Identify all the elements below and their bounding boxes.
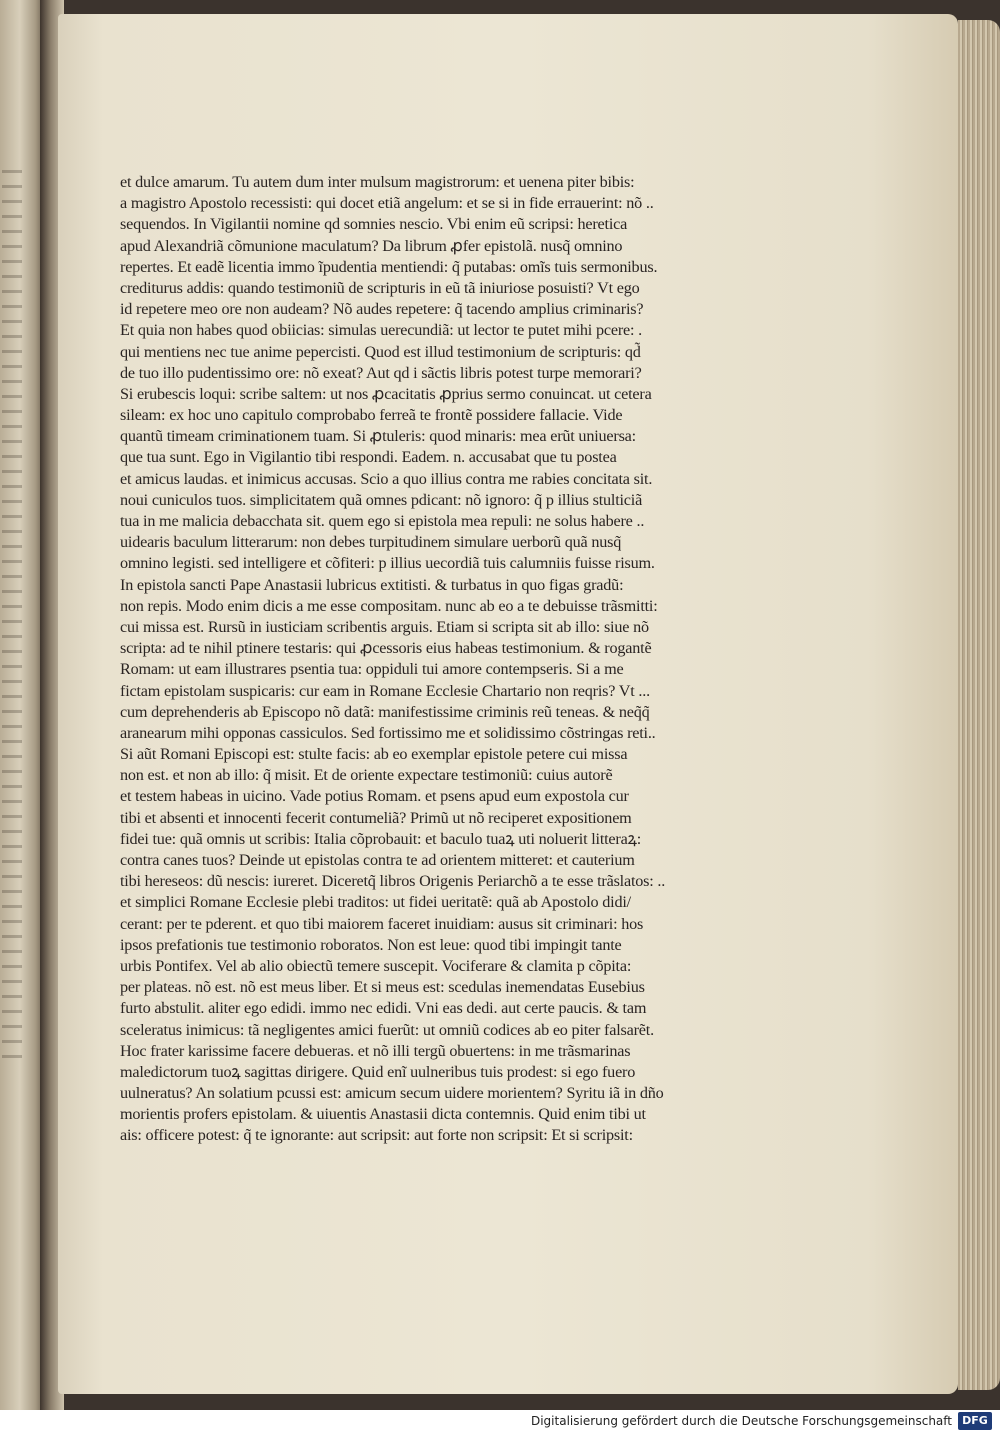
left-page-edge: [0, 0, 44, 1410]
text-line: noui cuniculos tuos. simplicitatem quã omnes pdicant: nõ ignoro: q̃ p illius stulticiã: [120, 490, 643, 509]
text-line: non est. et non ab illo: q̃ misit. Et de oriente expectare testimoniũ: cuius autorẽ: [120, 766, 613, 785]
text-line: Et quia non habes quod obiicias: simulas uerecundiã: ut lector te putet mihi pcere: .: [120, 321, 642, 340]
text-line: id repetere meo ore non audeam? Nõ audes repetere: q̃ tacendo amplius criminaris?: [120, 300, 644, 319]
left-page-text-fragment: [2, 170, 22, 1070]
text-line: et simplici Romane Ecclesie plebi traditos: ut fidei ueritatẽ: quã ab Apostolo didi/: [120, 893, 631, 912]
text-line: repertes. Et eadẽ licentia immo ĩpudentia mentiendi: q̃ putabas: omĩs tuis sermonibus.: [120, 257, 658, 276]
text-line: cum deprehenderis ab Episcopo nõ datã: manifestissime criminis reũ teneas. & neq̃q̃: [120, 702, 650, 721]
text-line: quantũ timeam criminationem tuam. Si ꝓtuleris: quod minaris: mea erũt uniuersa:: [120, 427, 636, 446]
text-line: Si erubescis loqui: scribe saltem: ut nos ꝓcacitatis ꝓprius sermo conuincat. ut cetera: [120, 384, 652, 403]
text-line: sceleratus inimicus: tã negligentes amici fuerũt: ut omniũ codices ab eo piter falsarẽt.: [120, 1020, 654, 1039]
text-line: de tuo illo pudentissimo ore: nõ exeat? Aut qd i sãctis libris potest turpe memorari?: [120, 363, 642, 382]
text-line: omnino legisti. sed intelligere et cõfiteri: p illius uecordiã tuis calumniis fuisse risum.: [120, 554, 655, 573]
text-line: In epistola sancti Pape Anastasii lubricus extitisti. & turbatus in quo figas gradũ:: [120, 575, 624, 594]
text-line: morientis profers epistolam. & uiuentis Anastasii dicta contemnis. Quid enim tibi ut: [120, 1105, 646, 1124]
footer-bar: [0, 1410, 1000, 1434]
text-line: tua in me malicia debacchata sit. quem ego si epistola mea repuli: ne solus habere ..: [120, 512, 645, 530]
text-line: ipsos prefationis tue testimonio roboratos. Non est leue: quod tibi impingit tante: [120, 935, 622, 954]
text-line: cerant: per te pderent. et quo tibi maiorem faceret inuidiam: ausus sit criminari: hos: [120, 914, 644, 933]
text-line: et testem habeas in uicino. Vade potius Romam. et psens apud eum expostola cur: [120, 787, 629, 806]
text-line: qui mentiens nec tue anime pepercisti. Quod est illud testimonium de scripturis: qd̃: [120, 342, 641, 361]
dfg-logo: DFG: [958, 1412, 992, 1430]
page-text-block: [120, 172, 700, 1147]
text-line: Hoc frater karissime facere debueras. et nõ illi tergũ obuertens: in me trãsmarinas: [120, 1041, 631, 1060]
text-line: et dulce amarum. Tu autem dum inter mulsum magistrorum: et uenena piter bibis:: [120, 173, 635, 191]
text-line: aranearum mihi opponas cassiculos. Sed fortissimo me et solidissimo cõstringas reti..: [120, 723, 656, 742]
text-line: per plateas. nõ est. nõ est meus liber. Et si meus est: scedulas inemendatas Eusebius: [120, 978, 645, 997]
text-line: et amicus laudas. et inimicus accusas. Scio a quo illius contra me rabies concitata sit.: [120, 469, 653, 488]
text-line: que tua sunt. Ego in Vigilantio tibi respondi. Eadem. n. accusabat que tu postea: [120, 448, 617, 467]
text-line: Si aũt Romani Episcopi est: stulte facis: ab eo exemplar epistole petere cui missa: [120, 745, 628, 764]
text-line: cui missa est. Rursũ in iusticiam scribentis arguis. Etiam si scripta sit ab illo: siue nõ: [120, 617, 649, 636]
text-line: urbis Pontifex. Vel ab alio obiectũ temere suscepit. Vociferare & clamita p cõpita:: [120, 956, 632, 975]
funding-credit: Digitalisierung gefördert durch die Deutsche Forschungsgemeinschaft: [530, 1414, 952, 1428]
page-stack-edge: [958, 20, 1000, 1390]
text-line: apud Alexandriã cõmunione maculatum? Da librum ꝓfer epistolã. nusq̃ omnino: [120, 236, 623, 255]
text-line: Romam: ut eam illustrares psentia tua: oppiduli tui amore contempseris. Si a me: [120, 660, 624, 679]
text-line: tibi hereseos: dũ nescis: iureret. Diceretq̃ libros Origenis Periarchõ a te esse trãslatos: ..: [120, 872, 666, 891]
text-line: maledictorum tuoꝝ sagittas dirigere. Quid enĩ uulneribus tuis prodest: si ego fuero: [120, 1062, 636, 1081]
text-line: sequendos. In Vigilantii nomine qd somnies nescio. Vbi enim eũ scripsi: heretica: [120, 215, 628, 234]
text-line: fictam epistolam suspicaris: cur eam in Romane Ecclesie Chartario non reqris? Vt ...: [120, 681, 650, 700]
text-line: fidei tue: quã omnis ut scribis: Italia cõprobauit: et baculo tuaꝝ uti noluerit litteraꝝ:: [120, 829, 642, 848]
text-line: sileam: ex hoc uno capitulo comprobabo ferreã te frontẽ possidere fallacie. Vide: [120, 406, 623, 425]
text-line: crediturus addis: quando testimoniũ de scripturis in eũ tã iniuriose posuisti? Vt ego: [120, 278, 640, 297]
text-line: furto abstulit. aliter ego edidi. immo nec edidi. Vni eas dedi. aut certe paucis. & tam: [120, 999, 647, 1018]
text-line: contra canes tuos? Deinde ut epistolas contra te ad orientem mitteret: et cauterium: [120, 851, 635, 869]
text-line: non repis. Modo enim dicis a me esse compositam. nunc ab eo a te debuisse trãsmitti:: [120, 596, 658, 615]
text-line: uulneratus? An solatium pcussi est: amicum secum uidere morientem? Syritu iã in dño: [120, 1084, 664, 1103]
text-line: scripta: ad te nihil ptinere testaris: qui ꝓcessoris eius habeas testimonium. & rogantẽ: [120, 639, 652, 658]
text-line: uidearis baculum litterarum: non debes turpitudinem simulare uerborũ quã nusq̃: [120, 533, 622, 552]
text-line: a magistro Apostolo recessisti: qui docet etiã angelum: et se si in fide errauerint: nõ ..: [120, 194, 654, 213]
text-line: ais: officere potest: q̃ te ignorante: aut scripsit: aut forte non scripsit: Et si scripsit:: [120, 1126, 633, 1145]
text-line: tibi et absenti et innocenti fecerit contumeliã? Primũ ut nõ reciperet expositionem: [120, 808, 632, 827]
